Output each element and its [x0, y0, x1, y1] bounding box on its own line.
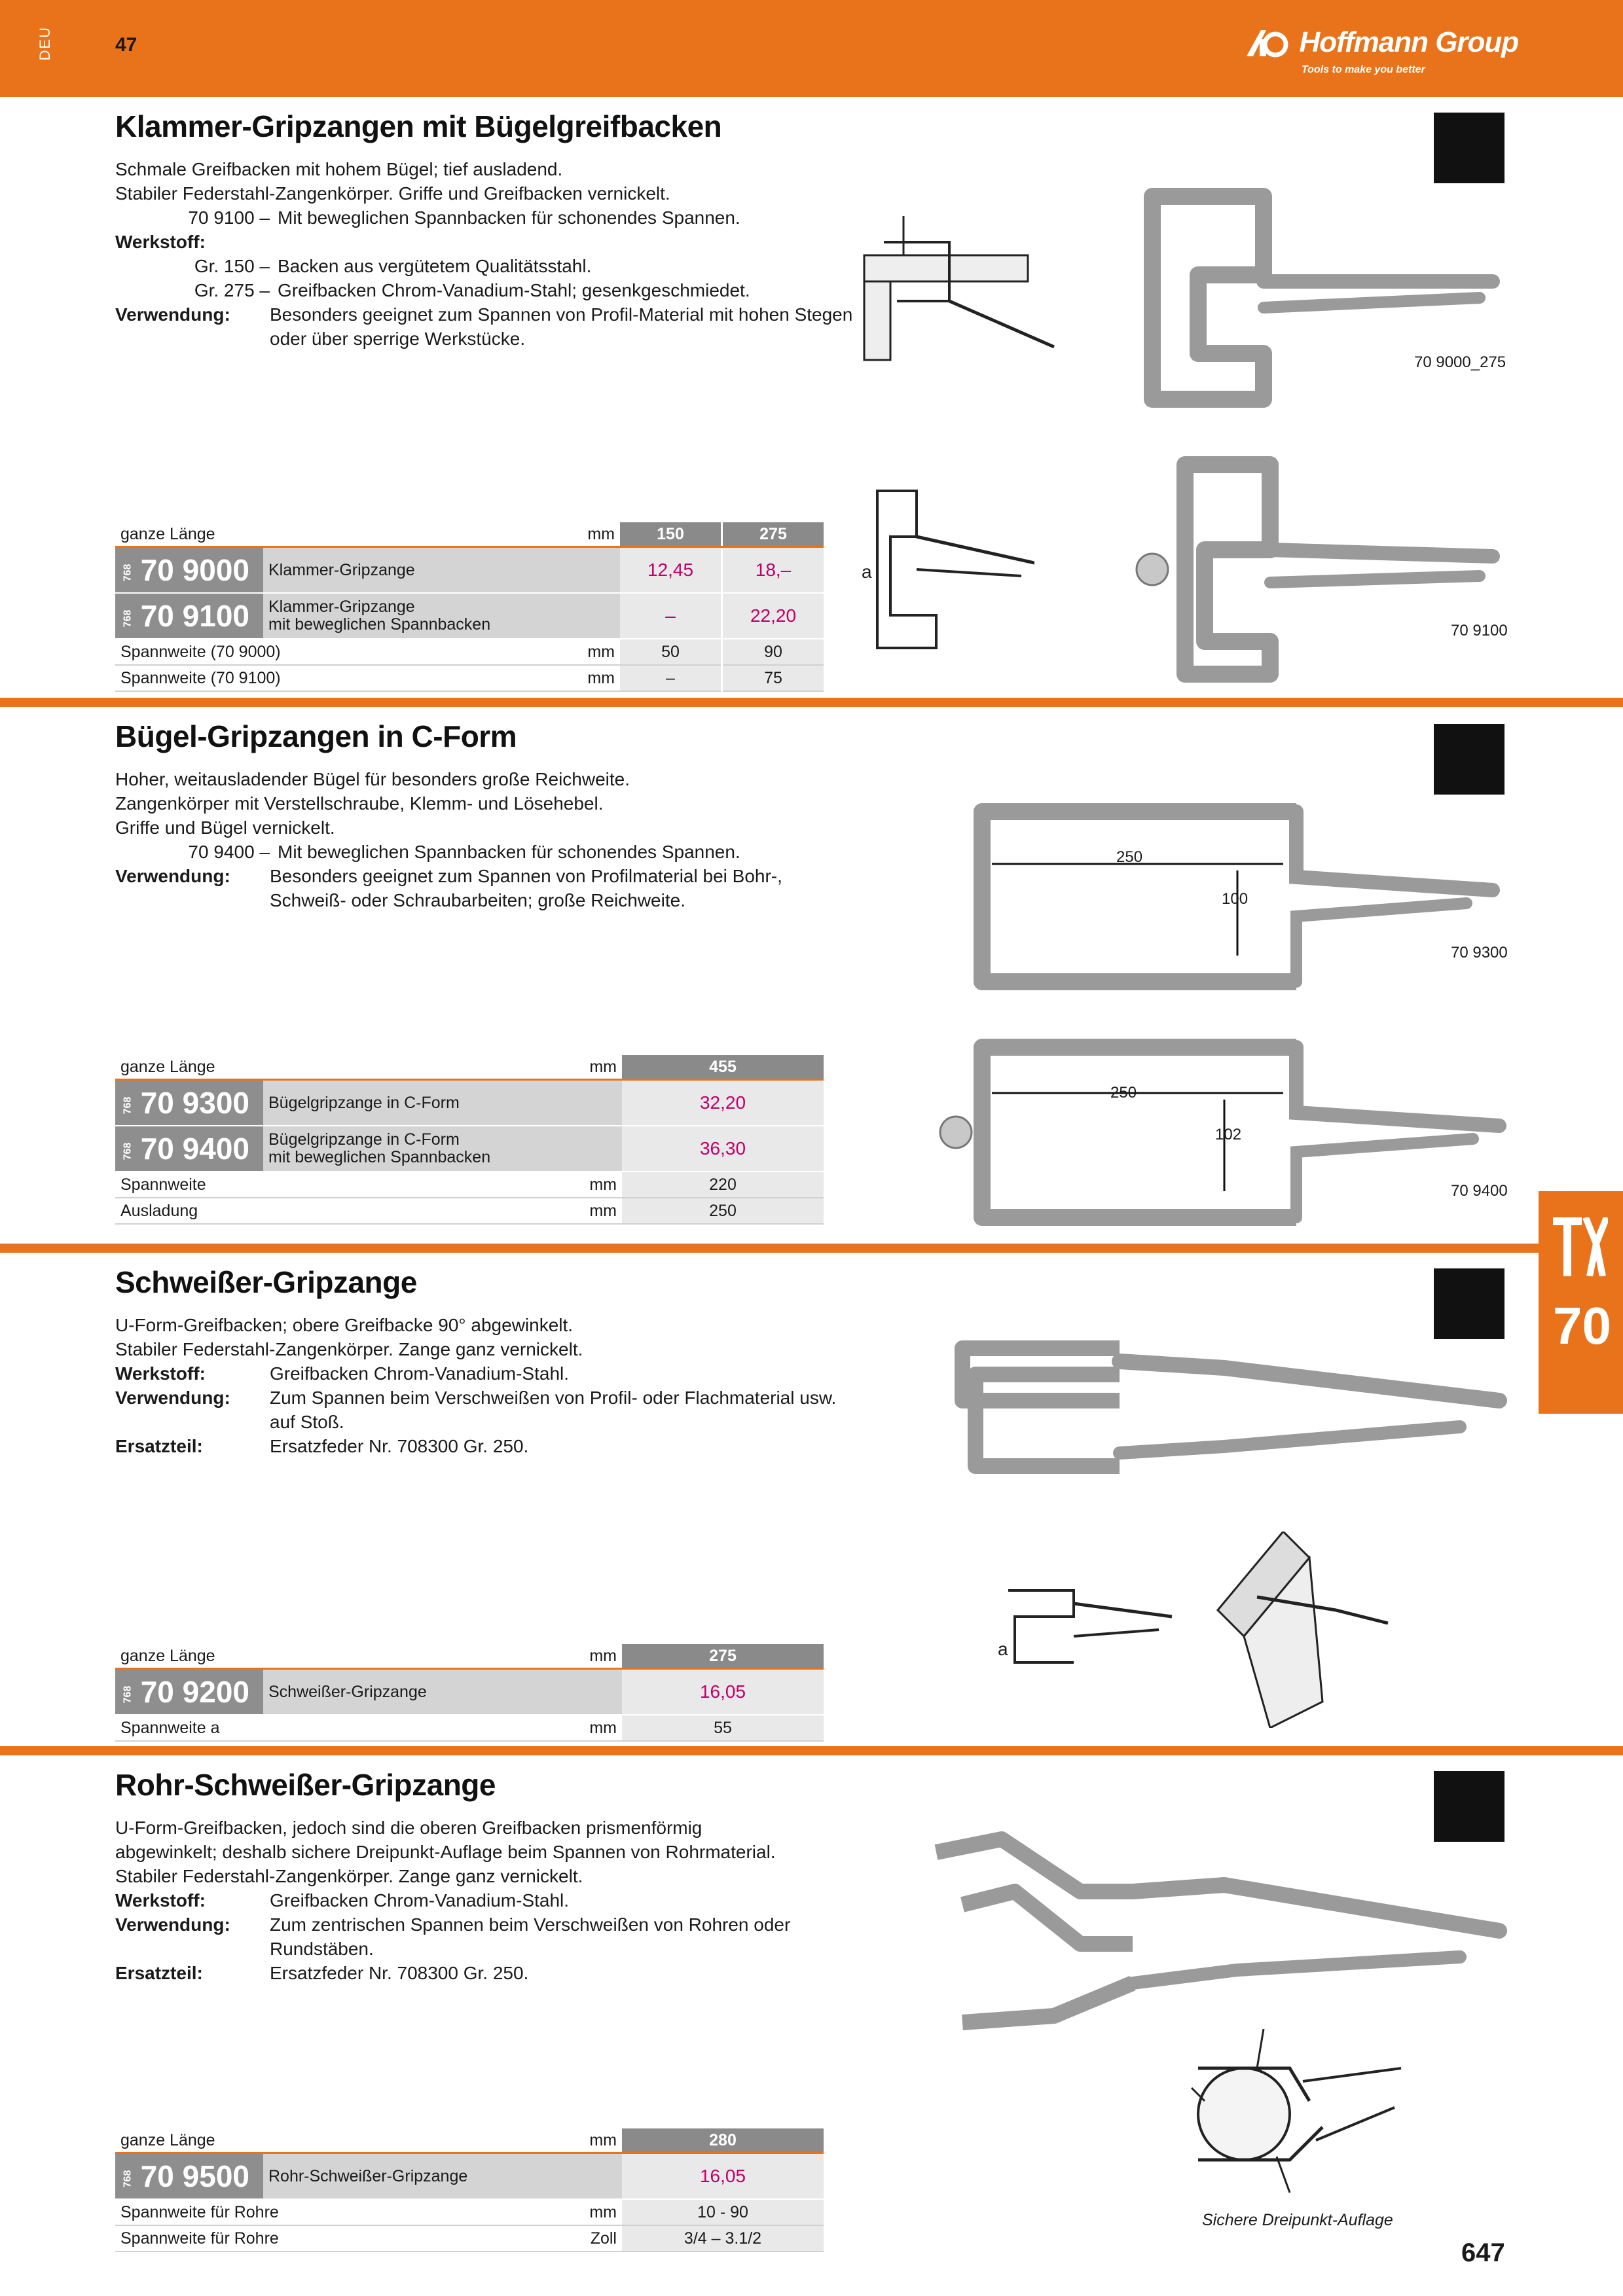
spec-unit: mm [572, 1172, 622, 1198]
article-number: 70 9400 [140, 1132, 249, 1166]
product-row [115, 1080, 824, 1126]
product-name-2: mit beweglichen Spannbacken [268, 1148, 491, 1166]
article-prefix: 768 [122, 1142, 134, 1160]
verwendung-text: Zum Spannen beim Verschweißen von Profil- oder Flachmaterial usw. auf Stoß. [270, 1388, 837, 1432]
werkstoff-value: Backen aus vergütetem Qualitätsstahl. [278, 256, 592, 276]
product-image-709500 [923, 1826, 1512, 2042]
spec-unit: mm [570, 639, 620, 665]
hoffmann-logo-icon [1244, 26, 1296, 59]
product-row [115, 593, 824, 639]
length-label: ganze Länge [115, 2128, 263, 2153]
product-row [115, 1126, 824, 1172]
unit-label: mm [570, 522, 620, 547]
spec-label: Ausladung [115, 1198, 572, 1224]
product-row [115, 1669, 824, 1715]
verwendung-label: Verwendung: [115, 866, 230, 886]
verwendung-label: Verwendung: [115, 1914, 230, 1935]
product-table-klammer [115, 522, 824, 692]
price: – [620, 593, 722, 639]
product-image-709100 [1113, 452, 1506, 687]
size-header: 455 [622, 1055, 824, 1080]
spec-value: 75 [722, 665, 824, 691]
language-code: DEU [37, 26, 53, 61]
size-header: 280 [622, 2128, 824, 2153]
spec-row [115, 1172, 824, 1198]
note-key: 70 9400 – [188, 842, 270, 862]
application-sketch-image [858, 216, 1093, 367]
figure-code: 70 9300 [1451, 944, 1508, 961]
spec-row [115, 2225, 824, 2251]
application-sketch-image [1205, 1532, 1401, 1728]
spec-value: – [620, 665, 722, 691]
brand-tagline: Tools to make you better [1302, 64, 1425, 75]
werkstoff-key: Gr. 275 – [194, 280, 270, 300]
section-title-klammer: Klammer-Gripzangen mit Bügelgreifbacken [115, 109, 722, 143]
section-divider [0, 698, 1623, 707]
article-prefix: 768 [122, 2170, 134, 2188]
section-title-buegel: Bügel-Gripzangen in C-Form [115, 719, 517, 753]
section-title-schweisser: Schweißer-Gripzange [115, 1265, 417, 1299]
verwendung-text: Besonders geeignet zum Spannen von Profil-Material mit hohen Stegen oder über sperrige Werkstücke. [270, 304, 853, 349]
section-divider [0, 1746, 1623, 1755]
werkstoff-value: Greifbacken Chrom-Vanadium-Stahl; gesenkgeschmiedet. [278, 280, 750, 300]
spec-label: Spannweite [115, 1172, 572, 1198]
price: 16,05 [622, 1669, 824, 1715]
chapter-tab-number: 70 [1553, 1297, 1611, 1355]
dimension-label-a: a [862, 562, 872, 582]
werkstoff-label: Werkstoff: [115, 232, 206, 252]
spec-row [115, 1715, 824, 1741]
werkstoff-key: Gr. 150 – [194, 256, 270, 276]
size-header: 275 [722, 522, 824, 547]
unit-label: mm [572, 2128, 622, 2153]
qr-code-icon [1434, 113, 1504, 183]
section-divider [0, 1244, 1623, 1253]
figure-code: 70 9000_275 [1414, 353, 1506, 371]
spec-row [115, 1198, 824, 1224]
section-description-klammer [115, 157, 862, 351]
article-number: 70 9000 [140, 553, 249, 587]
werkstoff-text: Greifbacken Chrom-Vanadium-Stahl. [270, 1363, 570, 1384]
size-header: 150 [620, 522, 722, 547]
brand-logo [1244, 26, 1519, 75]
verwendung-label: Verwendung: [115, 304, 230, 325]
spec-row [115, 665, 824, 691]
spec-row [115, 2199, 824, 2225]
header-bar [0, 0, 1623, 97]
spec-label: Spannweite für Rohre [115, 2225, 572, 2251]
price: 12,45 [620, 547, 722, 594]
dimension-label-a: a [998, 1639, 1008, 1659]
verwendung-text: Besonders geeignet zum Spannen von Profilmaterial bei Bohr-, Schweiß- oder Schraubarbeiten; große Reichweite. [270, 866, 782, 910]
desc-line: Griffe und Bügel vernickelt. [115, 817, 335, 838]
spec-label: Spannweite für Rohre [115, 2199, 572, 2225]
chapter-number: 47 [115, 34, 137, 56]
dimension-label: 250 [1116, 848, 1143, 866]
size-header: 275 [622, 1644, 824, 1669]
spec-unit: mm [570, 665, 620, 691]
dimension-label: 102 [1215, 1126, 1242, 1143]
ersatzteil-text: Ersatzfeder Nr. 708300 Gr. 250. [270, 1436, 529, 1456]
ersatzteil-text: Ersatzfeder Nr. 708300 Gr. 250. [270, 1963, 529, 1983]
desc-line: Zangenkörper mit Verstellschraube, Klemm- und Lösehebel. [115, 793, 604, 814]
product-table-schweisser [115, 1644, 824, 1742]
spec-value: 220 [622, 1172, 824, 1198]
article-number: 70 9100 [140, 599, 249, 633]
product-table-rohr [115, 2128, 824, 2252]
article-prefix: 768 [122, 1096, 134, 1115]
product-name: Rohr-Schweißer-Gripzange [268, 2166, 468, 2185]
ersatzteil-label: Ersatzteil: [115, 1963, 203, 1983]
section-description-buegel [115, 767, 862, 912]
desc-line: U-Form-Greifbacken, jedoch sind die oberen Greifbacken prismenförmig [115, 1818, 702, 1838]
dimension-sketch-image [995, 1577, 1178, 1682]
article-prefix: 768 [122, 564, 134, 582]
article-prefix: 768 [122, 609, 134, 628]
dimension-label: 250 [1110, 1084, 1137, 1102]
desc-line: Stabiler Federstahl-Zangenkörper. Zange ganz vernickelt. [115, 1866, 583, 1886]
product-name: Klammer-Gripzange [268, 560, 415, 579]
spec-unit: Zoll [572, 2225, 622, 2251]
section-description-rohr [115, 1816, 862, 1985]
product-name: Bügelgripzange in C-Form [268, 1130, 460, 1149]
unit-label: mm [572, 1055, 622, 1080]
desc-line: Schmale Greifbacken mit hohem Bügel; tief ausladend. [115, 159, 563, 179]
article-number: 70 9500 [140, 2159, 249, 2193]
note-value: Mit beweglichen Spannbacken für schonendes Spannen. [278, 207, 740, 228]
verwendung-text: Zum zentrischen Spannen beim Verschweißen von Rohren oder Rundstäben. [270, 1914, 791, 1959]
spec-unit: mm [572, 2199, 622, 2225]
werkstoff-text: Greifbacken Chrom-Vanadium-Stahl. [270, 1890, 570, 1910]
product-name: Bügelgripzange in C-Form [268, 1093, 460, 1112]
section-description-schweisser [115, 1313, 862, 1458]
spec-value: 55 [622, 1715, 824, 1741]
spec-unit: mm [572, 1715, 622, 1741]
price: 22,20 [722, 593, 824, 639]
note-value: Mit beweglichen Spannbacken für schonendes Spannen. [278, 842, 740, 862]
spec-value: 3/4 – 3.1/2 [622, 2225, 824, 2251]
product-name-2: mit beweglichen Spannbacken [268, 615, 491, 634]
three-point-support-sketch-image [1172, 2029, 1408, 2199]
section-title-rohr: Rohr-Schweißer-Gripzange [115, 1768, 496, 1802]
spec-value: 50 [620, 639, 722, 665]
desc-line: abgewinkelt; deshalb sichere Dreipunkt-Auflage beim Spannen von Rohrmaterial. [115, 1842, 776, 1862]
desc-line: Stabiler Federstahl-Zangenkörper. Griffe und Greifbacken vernickelt. [115, 183, 670, 204]
length-label: ganze Länge [115, 522, 263, 547]
werkstoff-label: Werkstoff: [115, 1363, 206, 1384]
werkstoff-label: Werkstoff: [115, 1890, 206, 1910]
product-table-buegel [115, 1055, 824, 1225]
desc-line: Stabiler Federstahl-Zangenkörper. Zange ganz vernickelt. [115, 1339, 583, 1359]
price: 32,20 [622, 1080, 824, 1126]
figure-code: 70 9400 [1451, 1182, 1508, 1200]
product-image-709000 [1126, 183, 1506, 412]
dimension-label: 100 [1222, 890, 1249, 908]
price: 18,– [722, 547, 824, 594]
dimension-sketch-image [864, 484, 1034, 655]
spec-label: Spannweite (70 9000) [115, 639, 570, 665]
product-row [115, 547, 824, 594]
desc-line: U-Form-Greifbacken; obere Greifbacke 90° abgewinkelt. [115, 1315, 574, 1335]
price: 16,05 [622, 2153, 824, 2200]
ersatzteil-label: Ersatzteil: [115, 1436, 203, 1456]
spec-value: 10 - 90 [622, 2199, 824, 2225]
spec-value: 90 [722, 639, 824, 665]
note-key: 70 9100 – [188, 207, 270, 228]
spec-row [115, 639, 824, 665]
product-name: Klammer-Gripzange [268, 598, 415, 616]
product-name: Schweißer-Gripzange [268, 1682, 427, 1701]
length-label: ganze Länge [115, 1055, 263, 1080]
chapter-side-tab [1539, 1191, 1623, 1414]
page-number: 647 [1461, 2238, 1505, 2267]
pliers-chapter-icon [1553, 1217, 1608, 1276]
desc-line: Hoher, weitausladender Bügel für besonders große Reichweite. [115, 769, 630, 789]
article-number: 70 9300 [140, 1086, 249, 1120]
spec-unit: mm [572, 1198, 622, 1224]
length-label: ganze Länge [115, 1644, 263, 1669]
figure-code: 70 9100 [1451, 622, 1508, 639]
spec-label: Spannweite (70 9100) [115, 665, 570, 691]
qr-code-icon [1434, 724, 1504, 795]
spec-value: 250 [622, 1198, 824, 1224]
verwendung-label: Verwendung: [115, 1388, 230, 1408]
article-number: 70 9200 [140, 1675, 249, 1709]
spec-label: Spannweite a [115, 1715, 572, 1741]
figure-caption: Sichere Dreipunkt-Auflage [1202, 2211, 1393, 2229]
unit-label: mm [572, 1644, 622, 1669]
product-image-709200 [923, 1322, 1512, 1532]
brand-name: Hoffmann Group [1299, 26, 1519, 58]
article-prefix: 768 [122, 1685, 134, 1704]
price: 36,30 [622, 1126, 824, 1172]
product-row [115, 2153, 824, 2200]
